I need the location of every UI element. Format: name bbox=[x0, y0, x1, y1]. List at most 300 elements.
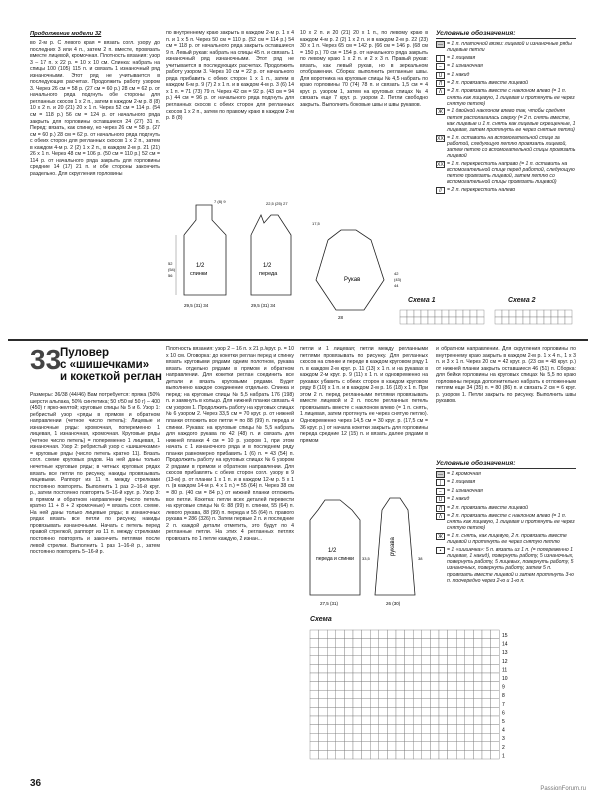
row-number-label: 12 bbox=[502, 658, 508, 665]
grid-cell bbox=[477, 317, 484, 324]
grid-cell bbox=[336, 707, 345, 716]
grid-cell bbox=[310, 707, 319, 716]
model-title bbox=[60, 347, 162, 383]
svg-text:(54): (54) bbox=[168, 267, 176, 272]
grid-cell bbox=[379, 733, 388, 742]
grid-cell bbox=[353, 647, 362, 656]
grid-cell bbox=[422, 707, 431, 716]
grid-cell bbox=[465, 690, 474, 699]
grid-cell bbox=[310, 716, 319, 725]
grid-cell bbox=[473, 656, 482, 665]
grid-cell bbox=[370, 656, 379, 665]
grid-cell bbox=[430, 639, 439, 648]
grid-cell bbox=[456, 733, 465, 742]
grid-cell bbox=[430, 656, 439, 665]
grid-cell bbox=[396, 630, 405, 639]
grid-cell bbox=[379, 707, 388, 716]
svg-text:17,5: 17,5 bbox=[312, 221, 320, 226]
grid-cell bbox=[477, 310, 484, 317]
grid-cell bbox=[473, 742, 482, 751]
body-label: переда и спинки bbox=[316, 556, 354, 562]
grid-cell bbox=[319, 699, 328, 708]
top-legend-text: = 1 п. перекрестить направо (= 1 п. оставить на вспомогательной спице перед работой, следующую петлю провязать лицевой, затем петлю со вспомогательной спицы провязать лицевой) bbox=[447, 160, 575, 186]
grid-cell bbox=[396, 647, 405, 656]
grid-cell bbox=[370, 733, 379, 742]
symbol-icon: Л bbox=[436, 80, 445, 87]
grid-cell bbox=[470, 317, 477, 324]
grid-cell bbox=[310, 630, 319, 639]
grid-cell bbox=[319, 647, 328, 656]
grid-cell bbox=[319, 716, 328, 725]
grid-cell bbox=[362, 750, 371, 759]
grid-cell bbox=[413, 639, 422, 648]
model-legend-row bbox=[436, 547, 576, 584]
grid-cell bbox=[465, 630, 474, 639]
grid-cell bbox=[422, 630, 431, 639]
grid-cell bbox=[470, 310, 477, 317]
grid-cell bbox=[430, 647, 439, 656]
grid-cell bbox=[491, 647, 500, 656]
grid-cell bbox=[491, 733, 500, 742]
grid-cell bbox=[387, 699, 396, 708]
grid-cell bbox=[405, 673, 414, 682]
grid-cell bbox=[502, 317, 509, 324]
grid-cell bbox=[370, 673, 379, 682]
grid-cell bbox=[439, 639, 448, 648]
grid-cell bbox=[439, 699, 448, 708]
grid-cell bbox=[435, 317, 442, 324]
grid-cell bbox=[310, 682, 319, 691]
grid-cell bbox=[344, 716, 353, 725]
grid-cell bbox=[336, 682, 345, 691]
grid-cell bbox=[430, 699, 439, 708]
grid-cell bbox=[565, 310, 572, 317]
grid-cell bbox=[353, 707, 362, 716]
grid-cell bbox=[430, 716, 439, 725]
grid-cell bbox=[387, 656, 396, 665]
page-number: 36 bbox=[30, 778, 42, 789]
grid-cell bbox=[327, 750, 336, 759]
grid-cell bbox=[387, 716, 396, 725]
svg-text:27,5 (31): 27,5 (31) bbox=[320, 601, 339, 606]
grid-cell bbox=[482, 647, 491, 656]
grid-cell bbox=[336, 647, 345, 656]
row-number-label: 15 bbox=[502, 633, 508, 639]
grid-cell bbox=[310, 690, 319, 699]
grid-cell bbox=[439, 690, 448, 699]
grid-cell bbox=[465, 742, 474, 751]
grid-cell bbox=[362, 656, 371, 665]
grid-cell bbox=[439, 742, 448, 751]
model-col-4 bbox=[436, 346, 576, 456]
grid-cell bbox=[370, 699, 379, 708]
grid-cell bbox=[336, 639, 345, 648]
grid-cell bbox=[344, 673, 353, 682]
symbol-icon: • bbox=[436, 547, 445, 554]
symbol-icon: XX bbox=[437, 161, 444, 168]
row-number-label: 4 bbox=[502, 727, 505, 734]
model-sleeve-label: рукава bbox=[390, 537, 396, 556]
grid-cell bbox=[353, 716, 362, 725]
grid-cell bbox=[442, 310, 449, 317]
grid-cell bbox=[439, 733, 448, 742]
model-legend-row bbox=[436, 533, 576, 545]
grid-cell bbox=[362, 742, 371, 751]
grid-cell bbox=[448, 664, 457, 673]
grid-cell bbox=[516, 310, 523, 317]
grid-cell bbox=[353, 725, 362, 734]
model-legend-text: = 1 изнаночная bbox=[447, 487, 483, 494]
top-legend-row bbox=[436, 63, 576, 70]
grid-cell bbox=[370, 725, 379, 734]
continuation-heading: Продолжение модели 32 bbox=[30, 31, 102, 37]
grid-cell bbox=[353, 639, 362, 648]
grid-cell bbox=[482, 750, 491, 759]
grid-cell bbox=[396, 707, 405, 716]
grid-cell bbox=[414, 310, 421, 317]
grid-cell bbox=[370, 682, 379, 691]
grid-cell bbox=[327, 707, 336, 716]
model-number: 33 bbox=[30, 344, 62, 375]
front-label: переда bbox=[259, 271, 278, 277]
grid-cell bbox=[491, 639, 500, 648]
top-legend-row bbox=[436, 108, 576, 133]
grid-cell bbox=[413, 716, 422, 725]
model-col-2 bbox=[166, 346, 294, 772]
svg-text:7 (8) 9: 7 (8) 9 bbox=[214, 199, 226, 204]
grid-cell bbox=[456, 699, 465, 708]
grid-cell bbox=[421, 310, 428, 317]
grid-cell bbox=[362, 630, 371, 639]
grid-cell bbox=[482, 733, 491, 742]
grid-cell bbox=[448, 699, 457, 708]
grid-cell bbox=[405, 716, 414, 725]
grid-cell bbox=[379, 647, 388, 656]
grid-cell bbox=[396, 664, 405, 673]
grid-cell bbox=[407, 310, 414, 317]
symbol-icon: — bbox=[438, 472, 443, 478]
grid-cell bbox=[448, 750, 457, 759]
model-col1-text: Размеры: 36/38 (44/46) Вам потребуется: пряжа (50% шерсти альпака, 50% синтетика; 50 г/50 м/ 50 г) – 400 (450) г ярко-желтой; круговые спицы № 5 и 6. Узор 1: ребристый узор «ряды в прямом и обратном направлении (четное число петель): Лицевые и изнаночные ряды: кромочная, попеременно 1 лицевая, 1 изнаночная, кромочная. Круговые ряды (четное число петель) = попеременно 1 лицевая, 1 изнаночная. Узор 2: ребристый узор с «шишечками» = круговые ряды (число петель кратно 11). Вязать согл. схеме круговых рядов. На ней даны только нечетные круговые ряды; в четных круговых рядах вязать все петли по рисунку, накиды провязывать лицевыми. Раппорт из 11 п. между стрелками постоянно повторять. Выполнить 1 раз 2–16-й круг. р., затем постоянно повторять 5–16-й круг. р. Узор 3: в прямом и обратном направлении (число петель кратно 11 + 8 + 2 кромочные) = вязать согл. схеме. На ней даны только лицевые ряды; в изнаночных рядах вязать все петли по рисунку, накиды провязывать изнаночными. Начать с петель перед правой стрелкой, раппорт из 11 п. между стрелками постоянно повторять и закончить петлями после левой стрелки. Выполнить 1 раз 1–16-й р., затем постоянно повторять 5–16-й р. bbox=[30, 392, 160, 556]
grid-cell bbox=[449, 317, 456, 324]
top-legend-row bbox=[436, 187, 576, 194]
grid-cell bbox=[319, 656, 328, 665]
model-title-line-1: Пуловер bbox=[60, 347, 110, 359]
model-legend-row bbox=[436, 496, 576, 503]
grid-cell bbox=[439, 647, 448, 656]
grid-cell bbox=[362, 733, 371, 742]
grid-cell bbox=[336, 673, 345, 682]
grid-cell bbox=[491, 656, 500, 665]
grid-cell bbox=[327, 647, 336, 656]
model-legend-text: = 2 п. провязать вместе лицевой bbox=[447, 504, 529, 511]
grid-cell bbox=[407, 317, 414, 324]
grid-cell bbox=[448, 630, 457, 639]
top-legend-text: = 1 накид bbox=[447, 71, 470, 78]
grid-cell bbox=[422, 725, 431, 734]
grid-cell bbox=[319, 673, 328, 682]
grid-cell bbox=[413, 733, 422, 742]
grid-cell bbox=[413, 750, 422, 759]
grid-cell bbox=[344, 656, 353, 665]
grid-cell bbox=[370, 647, 379, 656]
grid-cell bbox=[379, 725, 388, 734]
grid-cell bbox=[473, 725, 482, 734]
watermark: PassionForum.ru bbox=[540, 786, 586, 792]
grid-cell bbox=[465, 647, 474, 656]
grid-cell bbox=[336, 742, 345, 751]
model-legend-text: = 1 «шишечка»: 5 п. вязать из 1 п. (= попеременно 1 лицевая, 1 накид), повернуть работу, 5 изнаночных, повернуть работу, 5 лицевых, повернуть работу, 5 изнаночных, повернуть работу, затем 5 п. провязать вместе лицевой и затем протянуть 3-ю п. поочередно через 2-ю и 1-ю п. bbox=[447, 546, 574, 584]
knitting-schema bbox=[300, 626, 590, 776]
grid-cell bbox=[491, 725, 500, 734]
grid-cell bbox=[456, 664, 465, 673]
grid-cell bbox=[370, 716, 379, 725]
grid-cell bbox=[465, 733, 474, 742]
grid-cell bbox=[362, 647, 371, 656]
top-legend-row bbox=[436, 72, 576, 79]
grid-cell bbox=[370, 639, 379, 648]
model-title-line-3: и кокеткой реглан bbox=[60, 371, 162, 383]
grid-cell bbox=[344, 733, 353, 742]
svg-text:52: 52 bbox=[168, 261, 173, 266]
svg-text:29,5 (31) 34: 29,5 (31) 34 bbox=[184, 303, 209, 308]
grid-cell bbox=[396, 699, 405, 708]
grid-cell bbox=[516, 317, 523, 324]
grid-cell bbox=[413, 664, 422, 673]
grid-cell bbox=[465, 716, 474, 725]
grid-cell bbox=[413, 690, 422, 699]
grid-cell bbox=[456, 647, 465, 656]
grid-cell bbox=[422, 716, 431, 725]
grid-cell bbox=[405, 725, 414, 734]
grid-cell bbox=[482, 742, 491, 751]
grid-cell bbox=[482, 664, 491, 673]
grid-cell bbox=[439, 630, 448, 639]
grid-cell bbox=[396, 742, 405, 751]
grid-cell bbox=[370, 742, 379, 751]
grid-cell bbox=[413, 725, 422, 734]
grid-cell bbox=[327, 725, 336, 734]
svg-text:29,5 (31) 34: 29,5 (31) 34 bbox=[251, 303, 276, 308]
grid-cell bbox=[362, 639, 371, 648]
grid-cell bbox=[473, 664, 482, 673]
grid-cell bbox=[523, 310, 530, 317]
symbol-icon: Ж bbox=[436, 108, 445, 115]
grid-cell bbox=[456, 725, 465, 734]
grid-cell bbox=[353, 656, 362, 665]
svg-text:44: 44 bbox=[394, 283, 399, 288]
grid-cell bbox=[544, 310, 551, 317]
grid-cell bbox=[422, 656, 431, 665]
row-number-label: 2 bbox=[502, 744, 505, 751]
grid-cell bbox=[319, 639, 328, 648]
svg-text:1/2: 1/2 bbox=[263, 263, 272, 269]
grid-cell bbox=[482, 725, 491, 734]
grid-cell bbox=[465, 639, 474, 648]
top-legend-text: = 2 п. провязать вместе лицевой bbox=[447, 79, 529, 86]
grid-cell bbox=[353, 733, 362, 742]
grid-cell bbox=[509, 310, 516, 317]
model-legend-row bbox=[436, 488, 576, 495]
grid-cell bbox=[319, 725, 328, 734]
grid-cell bbox=[456, 656, 465, 665]
model-col2-text: Плотность вязания: узор 2 – 16 п. х 21 р./круг. р. = 10 х 10 см. Оговорка: до кокетки реглан перед и спинку вязать круговыми рядами одним полотном, рукава вязать отдельно рядами в прямом и обратном направлении. Для кокетки реглан соединить все детали и вязать круговыми рядами. Будет выполнено каждое соединение отдельно. Спинка и перед: на круговые спицы № 5,5 набрать 176 (198) п. и замкнуть в кольцо. Для нижней планки связать 4 см узором 1. Продолжить работу на круговых спицах № 6 узором 2. Через 33,5 см = 70 круг. р. от нижней планки отложить все петли = по 88 (99) п. переда и спинки. Рукава: на круговые спицы № 5,5 набрать для каждого рукава по 42 (48) п. и связать для нижней планки 4 см = 10 р. узором 1, при этом начать с 1 изнаночного ряда и в последнем ряду планки равномерно прибавить 1 (6) п. = 43 (54) п. Продолжить работу на круговых спицах № 6 узором 2 рядами в прямом и обратном направлении. Для скосов прибавлять с обеих сторон согл. узору в 9 (13-м) р. от планки 1 х 1 п. и в каждом 12-м р. 5 х 1 п. (в каждом 14-м р. 4 х 1 п.) = 55 (64) п. Через 38 см = 80 р. (40 см = 84 р.) от нижней планки отложить все петли. Кокетка: петли всех деталей перевести на круговые спицы № 6: 88 (99) п. спинки, 55 (64) п. левого рукава, 88 (99) п. переда и 55 (64) п. правого рукава = 286 (326) п. Затем первые 2 п. и последние 2 п. каждой детали отметить, это будут по 4 регланные петли. На этих 4 регланных петлях провязать по 1 петле каждую, 2 изнан... bbox=[166, 346, 294, 542]
grid-cell bbox=[327, 699, 336, 708]
grid-cell bbox=[370, 690, 379, 699]
grid-cell bbox=[473, 690, 482, 699]
grid-cell bbox=[482, 707, 491, 716]
grid-cell bbox=[551, 310, 558, 317]
grid-cell bbox=[379, 690, 388, 699]
grid-cell bbox=[456, 317, 463, 324]
grid-cell bbox=[336, 656, 345, 665]
grid-cell bbox=[336, 664, 345, 673]
grid-cell bbox=[491, 682, 500, 691]
grid-cell bbox=[353, 673, 362, 682]
grid-cell bbox=[448, 639, 457, 648]
grid-cell bbox=[327, 733, 336, 742]
grid-cell bbox=[319, 707, 328, 716]
model-legend-row bbox=[436, 471, 576, 478]
grid-cell bbox=[413, 673, 422, 682]
grid-cell bbox=[379, 699, 388, 708]
body-pattern bbox=[310, 500, 371, 606]
grid-cell bbox=[448, 725, 457, 734]
grid-cell bbox=[430, 690, 439, 699]
grid-cell bbox=[379, 716, 388, 725]
grid-cell bbox=[422, 664, 431, 673]
grid-cell bbox=[310, 725, 319, 734]
grid-cell bbox=[353, 664, 362, 673]
grid-cell bbox=[502, 310, 509, 317]
row-number-label: 8 bbox=[502, 693, 505, 700]
svg-text:1/2: 1/2 bbox=[328, 548, 337, 554]
top-column-1 bbox=[30, 30, 160, 335]
grid-cell bbox=[319, 690, 328, 699]
grid-cell bbox=[310, 750, 319, 759]
grid-cell bbox=[362, 673, 371, 682]
grid-cell bbox=[491, 690, 500, 699]
symbol-icon: Л bbox=[436, 505, 445, 512]
grid-cell bbox=[537, 310, 544, 317]
grid-cell bbox=[336, 716, 345, 725]
grid-cell bbox=[491, 707, 500, 716]
top-legend-text: = 1 п. платочной вязки: лицевой и изнаночные ряды лицевые петли bbox=[447, 41, 572, 54]
grid-cell bbox=[379, 682, 388, 691]
row-number-label: 11 bbox=[502, 667, 508, 674]
grid-cell bbox=[327, 664, 336, 673]
grid-cell bbox=[422, 682, 431, 691]
grid-cell bbox=[456, 310, 463, 317]
top-legend-text: = 1 п. оставить на вспомогательной спице за работой, следующую петлю провязать лицевой, затем петлю со вспомогательной спицы провязать лицевой bbox=[447, 134, 576, 160]
grid-cell bbox=[448, 673, 457, 682]
grid-cell bbox=[430, 733, 439, 742]
row-number-label: 3 bbox=[502, 736, 505, 743]
grid-cell bbox=[465, 750, 474, 759]
grid-cell bbox=[362, 690, 371, 699]
grid-cell bbox=[379, 750, 388, 759]
grid-cell bbox=[344, 630, 353, 639]
grid-cell bbox=[379, 742, 388, 751]
grid-cell bbox=[353, 699, 362, 708]
grid-cell bbox=[430, 725, 439, 734]
grid-cell bbox=[428, 310, 435, 317]
top-col1-text: во 2-м р. С левого края = вязать согл. узору до последних 3 или 4 п., затем 2 п. вместе, провязать вместе лицевой, кромочная. Плотность вязания: узор 3 – 17 п. х 22 р. = 10 х 10 см. Спинка: набрать на спицы 100 (105) 115 п. и связать 1 изнаночный ряд изнаночными. Этот ряд не учитывается в последующих расчетах. Продолжить работу узором 3. Через 26 см = 58 р. (27 см = 60 р.) 28 см = 62 р. от начального ряда подгнуть обе стороны для регланных скосов 1 х 2 п., затем в каждом 2-м р. 8 (8) 10 х 2 п. и 20 (21) 20 х 1 п. Через 52 см = 114 р. (54 см = 118 р.) 56 см = 124 р. от начального ряда закрыть для горловины оставшиеся 24 (27) 31 п. Перед: вязать, как спинку, но через 26 см = 58 р. (27 см = 60 р.) 28 см = 62 р. от начального ряда подгнуть с обеих сторон для регланных скосов 1 х 2 п., затем в каждом 4-м р. 2 (2) 1 х 2 п., в каждом 2-м р. 21 (21) 26 х 1 п. Через 48 см = 106 р. (50 см = 110 р.) 52 см = 114 р. от начального ряда закрыть для горловины средние 14 (17) 21 п. и обе стороны закончить раздельно. Для скругления горловины bbox=[30, 40, 160, 177]
grid-cell bbox=[558, 317, 565, 324]
grid-cell bbox=[422, 699, 431, 708]
grid-cell bbox=[465, 664, 474, 673]
sleeve-label: Рукав bbox=[344, 277, 361, 283]
grid-cell bbox=[310, 647, 319, 656]
grid-cell bbox=[405, 699, 414, 708]
grid-cell bbox=[448, 656, 457, 665]
grid-cell bbox=[473, 733, 482, 742]
grid-cell bbox=[430, 673, 439, 682]
grid-cell bbox=[491, 716, 500, 725]
grid-cell bbox=[413, 682, 422, 691]
grid-cell bbox=[353, 630, 362, 639]
grid-cell bbox=[456, 690, 465, 699]
grid-cell bbox=[344, 725, 353, 734]
grid-cell bbox=[442, 317, 449, 324]
grid-cell bbox=[491, 742, 500, 751]
grid-cell bbox=[387, 690, 396, 699]
model-legend-row bbox=[436, 505, 576, 512]
grid-cell bbox=[430, 750, 439, 759]
svg-text:26 (30): 26 (30) bbox=[386, 601, 401, 606]
top-pattern-diagrams bbox=[166, 185, 431, 335]
grid-cell bbox=[327, 639, 336, 648]
grid-cell bbox=[405, 742, 414, 751]
grid-cell bbox=[387, 733, 396, 742]
row-number-label: 1 bbox=[502, 753, 505, 760]
row-number-label: 6 bbox=[502, 710, 505, 717]
model-legend-title: Условные обозначения: bbox=[436, 460, 576, 469]
grid-cell bbox=[379, 630, 388, 639]
grid-cell bbox=[387, 707, 396, 716]
scheme-grids bbox=[395, 306, 585, 336]
grid-cell bbox=[396, 656, 405, 665]
grid-cell bbox=[439, 750, 448, 759]
grid-cell bbox=[379, 664, 388, 673]
grid-cell bbox=[473, 716, 482, 725]
grid-cell bbox=[370, 750, 379, 759]
symbol-icon: — bbox=[438, 42, 443, 48]
row-number-label: 14 bbox=[502, 641, 508, 648]
grid-cell bbox=[405, 682, 414, 691]
grid-cell bbox=[310, 673, 319, 682]
grid-cell bbox=[336, 699, 345, 708]
grid-cell bbox=[353, 742, 362, 751]
grid-cell bbox=[362, 682, 371, 691]
grid-cell bbox=[310, 733, 319, 742]
model-col3-text: петли и 1 лицевая; петли между регланными петлями провязывать по рисунку. Для регланных скосов на спинке и переде в каждом круговом ряду 1 п. в каждом 2-м круг. р. 11 (13) х 1 п. и на рукавах в каждом 2-м круг. р. 9 (11) х 1 п. и одновременно на рукавах убавить с обеих сторон в каждом круговом ряду 8 (10) х 1 п. и в каждом 2-м р. 16 (18) х 1 п. При этом 2 п. перед регланными петлями провязывать вместе лицевой и 2 п. после регланных петель провязывать вместе с наклоном влево (= 1 п. снять, 1 лицевая, затем протянуть ее через снятую петлю). Одновременно через 14,5 см = 30 круг. р. (17,5 см = 36 круг. р.) от начала кокетки закрыть для горловины переда средние 12 (15) п. и вязать далее рядами в прямом bbox=[300, 346, 428, 444]
row-number-label: 9 bbox=[502, 684, 505, 691]
grid-cell bbox=[387, 630, 396, 639]
grid-cell bbox=[387, 639, 396, 648]
grid-cell bbox=[319, 664, 328, 673]
top-legend-items bbox=[436, 41, 576, 194]
back-pattern bbox=[168, 199, 226, 308]
grid-cell bbox=[405, 656, 414, 665]
row-number-label: 7 bbox=[502, 701, 505, 708]
grid-cell bbox=[473, 673, 482, 682]
svg-text:(43): (43) bbox=[394, 277, 402, 282]
grid-cell bbox=[405, 707, 414, 716]
model-legend-row bbox=[436, 479, 576, 486]
grid-cell bbox=[430, 664, 439, 673]
grid-cell bbox=[456, 750, 465, 759]
